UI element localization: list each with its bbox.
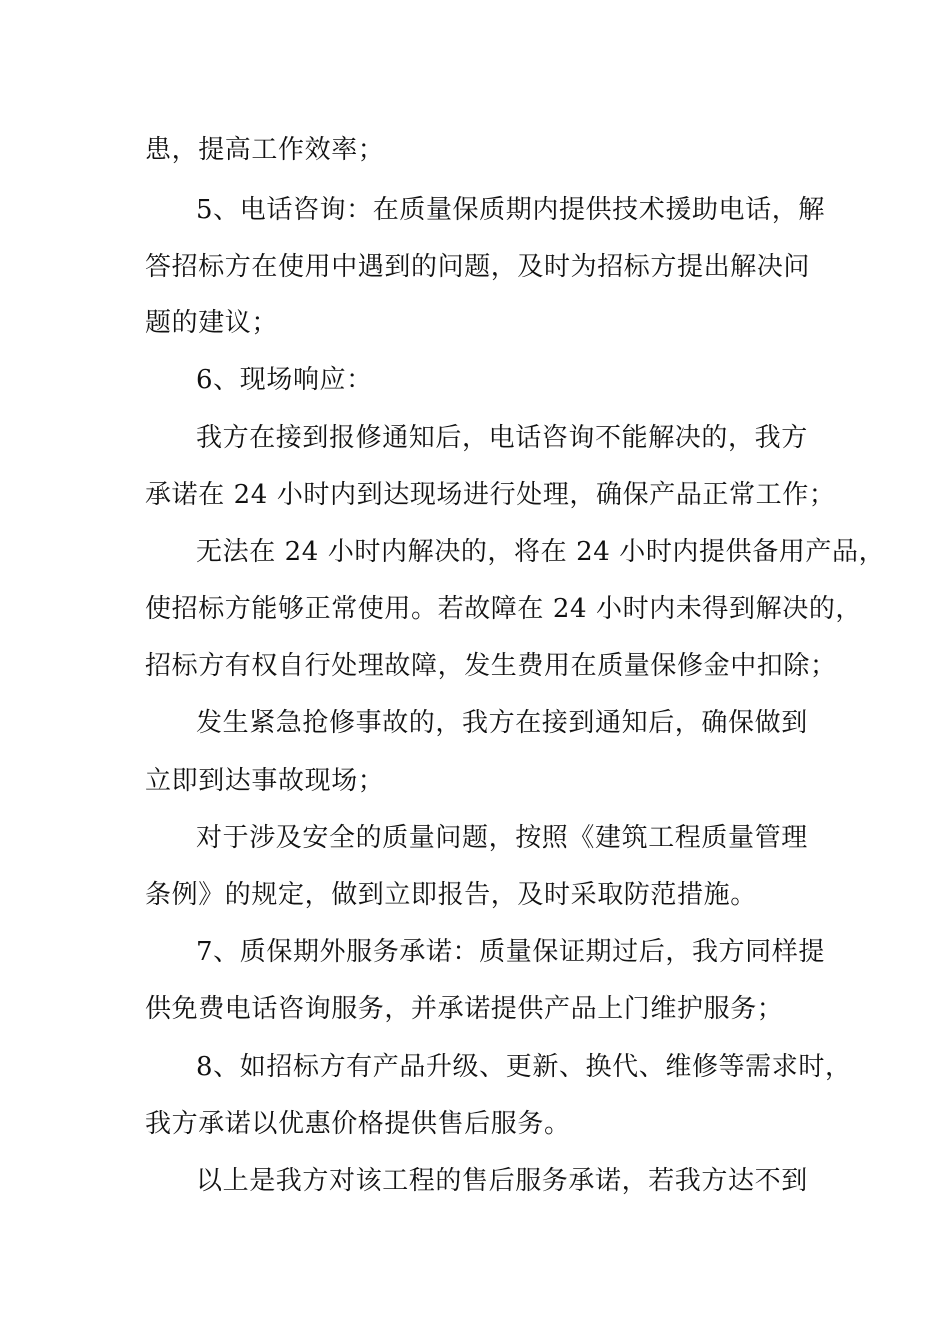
text-line: 发生紧急抢修事故的，我方在接到通知后，确保做到 <box>196 708 808 738</box>
text-line: 我方承诺以优惠价格提供售后服务。 <box>145 1109 571 1139</box>
text-line: 无法在 24 小时内解决的，将在 24 小时内提供备用产品， <box>196 537 886 567</box>
text-line: 题的建议； <box>145 308 279 338</box>
text-line: 招标方有权自行处理故障，发生费用在质量保修金中扣除； <box>145 651 837 681</box>
text-line: 8、如招标方有产品升级、更新、换代、维修等需求时， <box>196 1052 852 1082</box>
text-line: 使招标方能够正常使用。若故障在 24 小时内未得到解决的， <box>145 594 863 624</box>
text-line: 患，提高工作效率； <box>145 135 385 165</box>
text-line: 5、电话咨询：在质量保质期内提供技术援助电话，解 <box>196 195 825 225</box>
text-line: 6、现场响应： <box>196 365 373 395</box>
text-line: 答招标方在使用中遇到的问题，及时为招标方提出解决问 <box>145 252 811 282</box>
text-line: 条例》的规定，做到立即报告，及时采取防范措施。 <box>145 880 757 910</box>
text-line: 供免费电话咨询服务，并承诺提供产品上门维护服务； <box>145 994 784 1024</box>
text-line: 承诺在 24 小时内到达现场进行处理，确保产品正常工作； <box>145 480 836 510</box>
text-line: 我方在接到报修通知后，电话咨询不能解决的，我方 <box>196 423 808 453</box>
text-line: 对于涉及安全的质量问题，按照《建筑工程质量管理 <box>196 823 808 853</box>
text-line: 立即到达事故现场； <box>145 766 385 796</box>
text-line: 以上是我方对该工程的售后服务承诺，若我方达不到 <box>196 1166 808 1196</box>
text-line: 7、质保期外服务承诺：质量保证期过后，我方同样提 <box>196 937 825 967</box>
